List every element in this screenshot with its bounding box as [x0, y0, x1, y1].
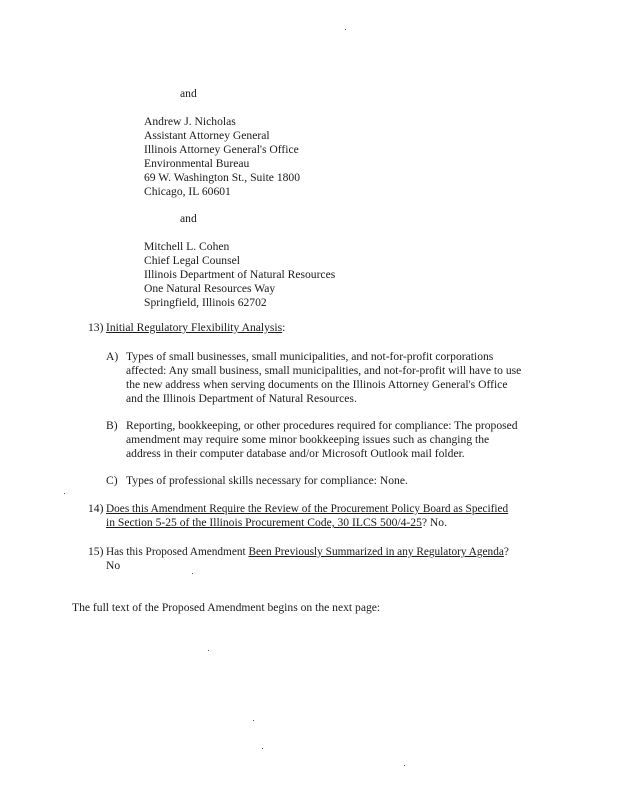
contact-2-street: One Natural Resources Way — [144, 282, 276, 295]
scan-speck — [345, 29, 346, 30]
contact-1-office: Illinois Attorney General's Office — [144, 143, 299, 156]
item-13a-line-3: the new address when serving documents on the Illinois Attorney General's Office — [126, 378, 508, 391]
section-14-number: 14) — [88, 502, 104, 515]
scan-speck — [208, 650, 209, 651]
scan-speck — [262, 748, 263, 749]
section-15-suffix: ? — [503, 546, 509, 558]
item-13a-marker: A) — [106, 350, 119, 363]
section-13-heading-line — [106, 321, 285, 335]
scan-speck — [253, 720, 254, 721]
contact-2-office: Illinois Department of Natural Resources — [144, 268, 336, 281]
item-13b-marker: B) — [106, 419, 118, 432]
section-15-prefix: Has this Proposed Amendment — [106, 546, 246, 558]
contact-1-street: 69 W. Washington St., Suite 1800 — [144, 171, 301, 184]
item-13b-line-3: address in their computer database and/or Microsoft Outlook mail folder. — [126, 447, 465, 460]
section-13-number: 13) — [88, 321, 104, 334]
contact-2-name: Mitchell L. Cohen — [144, 240, 230, 253]
contact-1-bureau: Environmental Bureau — [144, 157, 250, 170]
section-14-answer: ? No. — [421, 516, 448, 529]
item-13a-line-2: affected: Any small business, small municipalities, and not-for-profit will have to use — [126, 364, 522, 377]
section-13-heading: Initial Regulatory Flexibility Analysis — [106, 321, 283, 334]
item-13b-line-2: amendment may require some minor bookkeeping issues such as changing the — [126, 433, 490, 446]
scan-speck — [64, 493, 65, 494]
section-14-line-2 — [106, 516, 447, 530]
contact-1-title: Assistant Attorney General — [144, 129, 270, 142]
section-15-number: 15) — [88, 545, 104, 558]
scan-speck — [404, 765, 405, 766]
section-14-line-1: Does this Amendment Require the Review of the Procurement Policy Board as Specified — [106, 503, 509, 515]
item-13b-line-1: Reporting, bookkeeping, or other procedures required for compliance: The proposed — [126, 419, 518, 432]
item-13a-line-4: and the Illinois Department of Natural Resources. — [126, 392, 357, 405]
section-15-question — [106, 545, 509, 559]
and-separator-1: and — [180, 87, 197, 100]
section-14-line-2-underlined: in Section 5-25 of the Illinois Procurement Code, 30 ILCS 500/4-25 — [106, 516, 422, 529]
section-15-answer: No — [106, 559, 121, 572]
section-13-colon: : — [282, 321, 286, 334]
and-separator-2: and — [180, 212, 197, 225]
section-15-underlined: Been Previously Summarized in any Regulatory Agenda — [248, 546, 504, 558]
closing-statement: The full text of the Proposed Amendment begins on the next page: — [72, 601, 381, 614]
item-13c-marker: C) — [106, 474, 118, 487]
contact-2-city: Springfield, Illinois 62702 — [144, 296, 267, 309]
contact-1-name: Andrew J. Nicholas — [144, 115, 236, 128]
item-13c-line: Types of professional skills necessary for compliance: None. — [126, 474, 408, 487]
scan-speck — [192, 573, 193, 574]
item-13a-line-1: Types of small businesses, small municipalities, and not-for-profit corporations — [126, 350, 494, 363]
contact-1-city: Chicago, IL 60601 — [144, 185, 231, 198]
contact-2-title: Chief Legal Counsel — [144, 254, 240, 267]
